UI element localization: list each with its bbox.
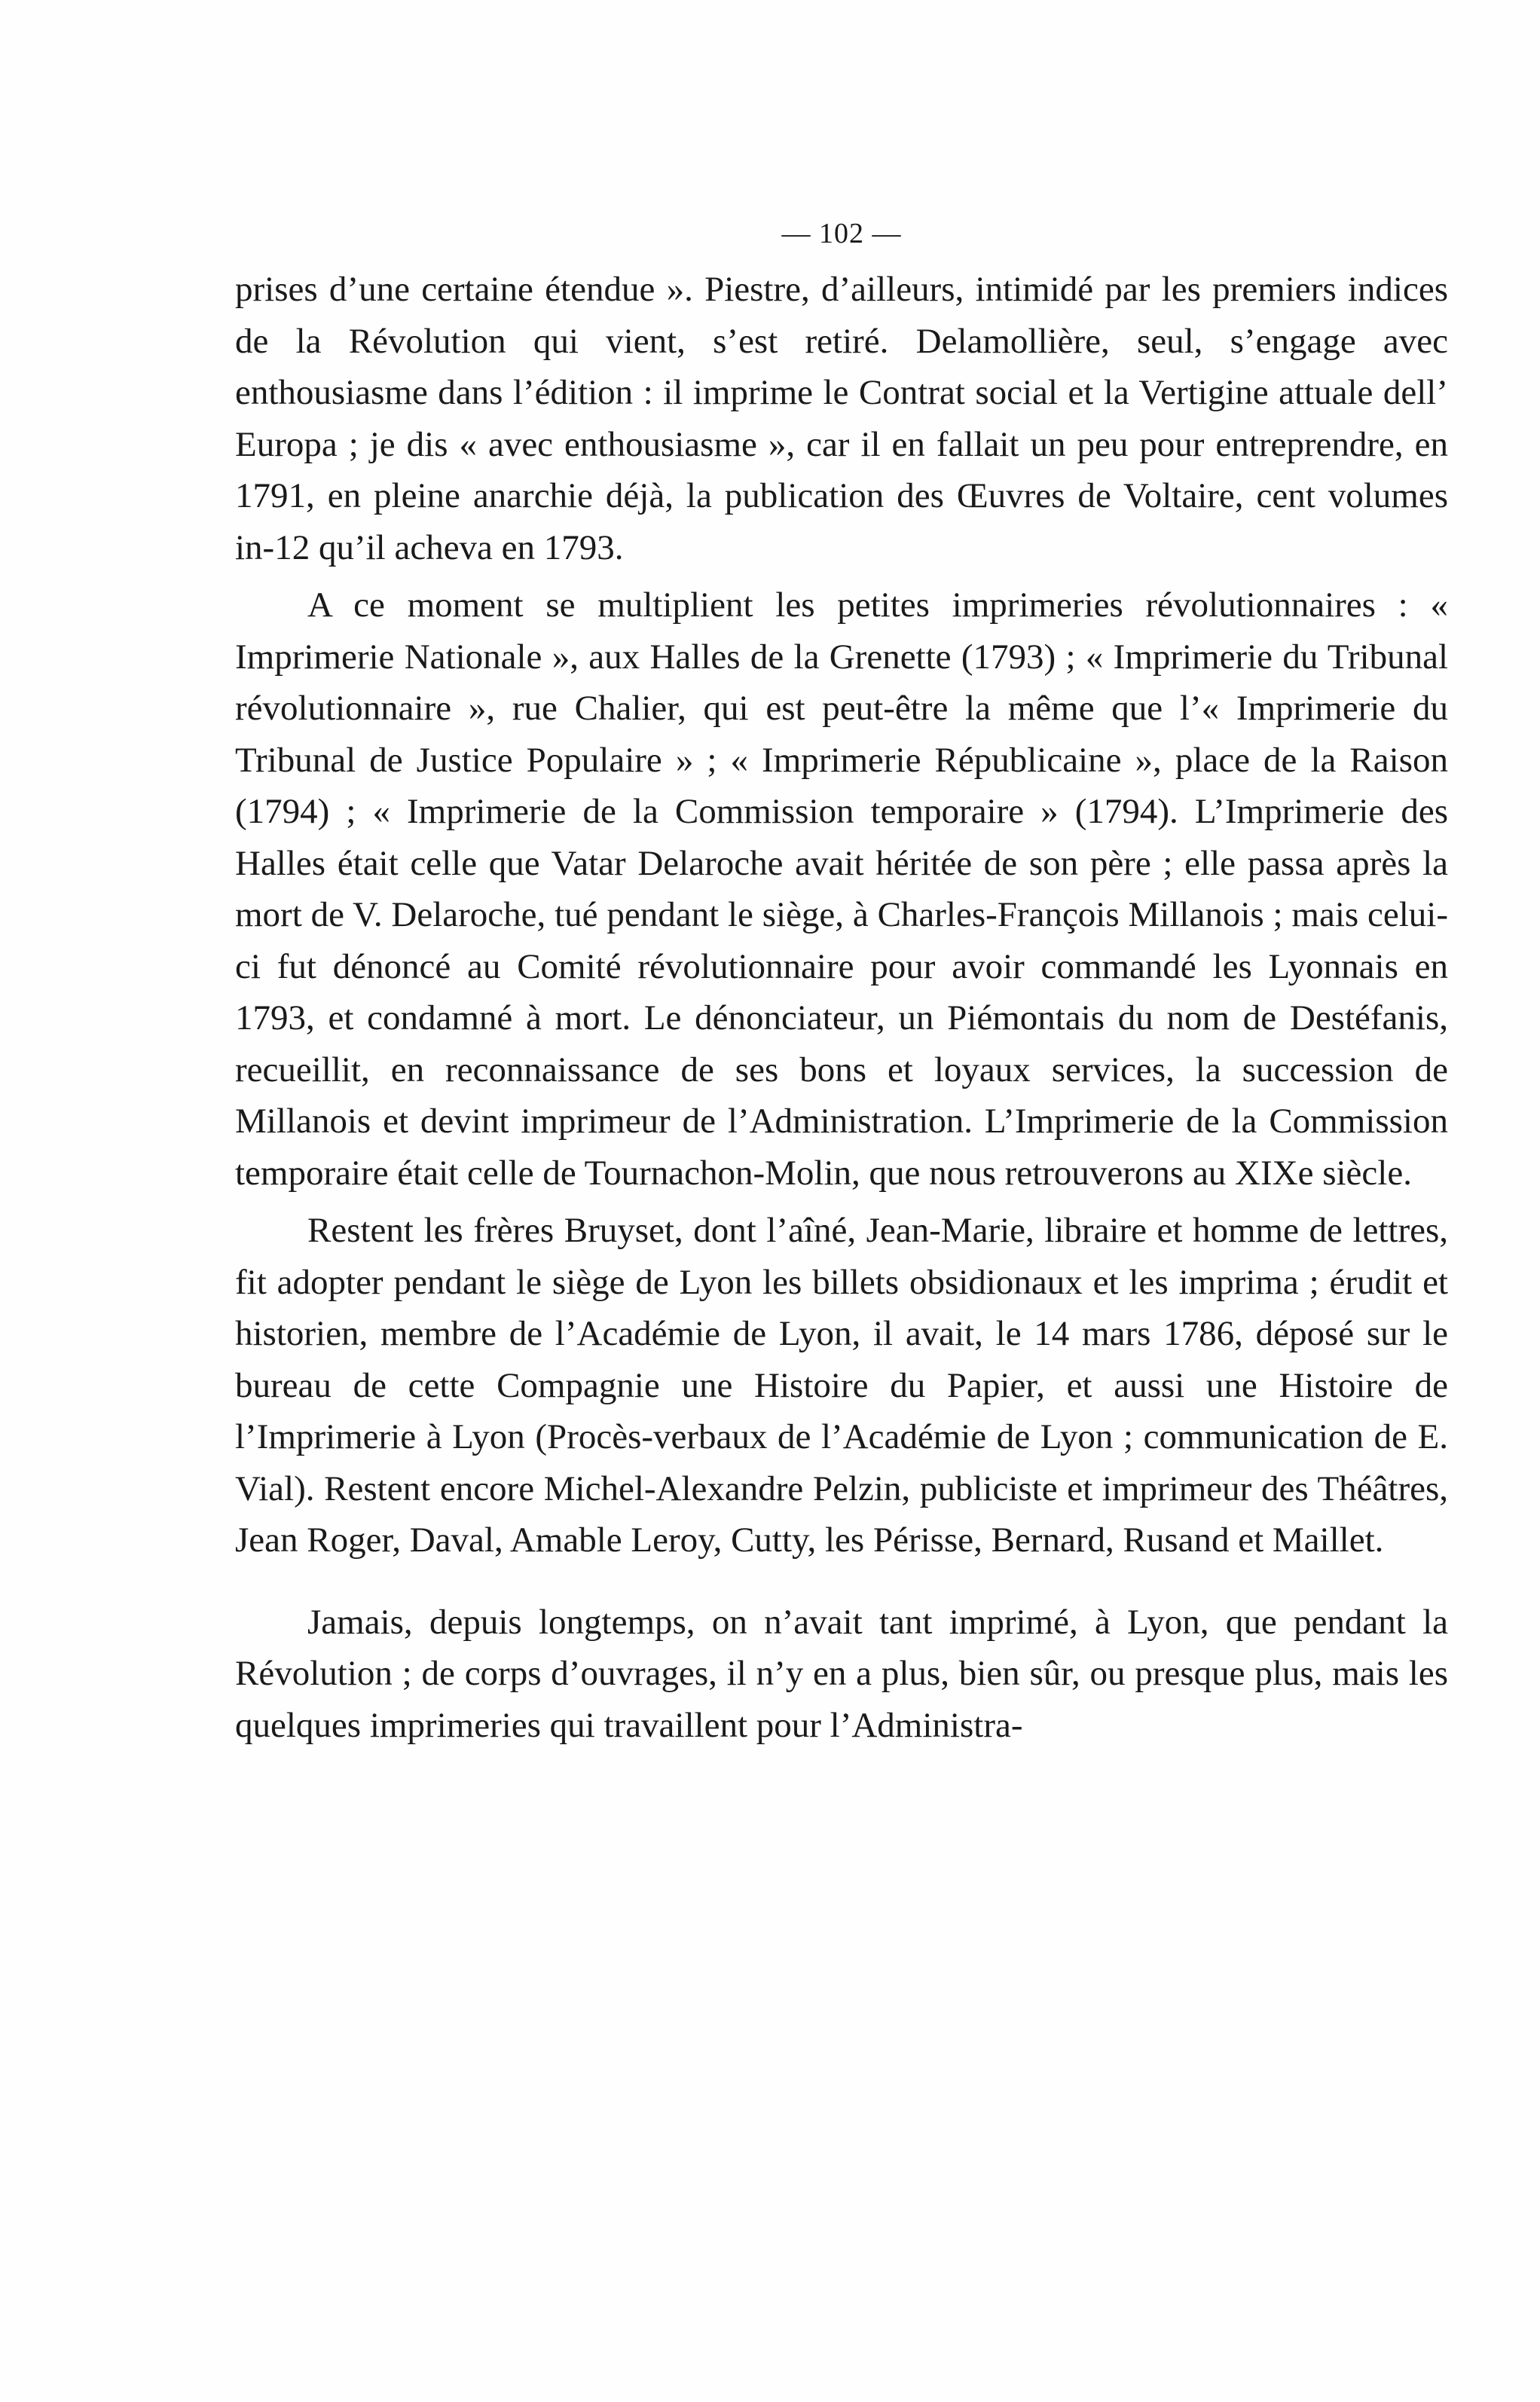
paragraph-3: Restent les frères Bruyset, dont l’aîné, Jean-Marie, libraire et homme de lettres, fit adopter pendant le siège de Lyon les billets obsidionaux et les imprima ; érudit et historien, membre de l’Académie de Lyon, il avait, le 14 mars 1786, déposé sur le bureau de cette Compagnie une Histoire du Papier, et aussi une Histoire de l’Imprimerie à Lyon (Procès-verbaux de l’Académie de Lyon ; communication de E. Vial). Restent encore Michel-Alexandre Pelzin, publiciste et imprimeur des Théâtres, Jean Roger, Daval, Amable Leroy, Cutty, les Périsse, Bernard, Rusand et Maillet. <box>235 1211 1448 1560</box>
paragraph-1: prises d’une certaine étendue ». Piestre, d’ailleurs, intimidé par les premiers indices de la Révolution qui vient, s’est retiré. Delamollière, seul, s’engage avec enthousiasme dans l’édition : il imprime le Contrat social et la Vertigine attuale dell’ Europa ; je dis « avec enthousiasme », car il en fallait un peu pour entreprendre, en 1791, en pleine anarchie déjà, la publication des Œuvres de Voltaire, cent volumes in-12 qu’il acheva en 1793. <box>235 270 1448 567</box>
paragraph-4: Jamais, depuis longtemps, on n’avait tant imprimé, à Lyon, que pendant la Révolution ; de corps d’ouvrages, il n’y en a plus, bien sûr, ou presque plus, mais les quelques imprimeries qui travaillent pour l’Administra- <box>235 1602 1448 1745</box>
paragraph-2: A ce moment se multiplient les petites imprimeries révolutionnaires : « Imprimerie Nationale », aux Halles de la Grenette (1793) ; « Imprimerie du Tribunal révolutionnaire », rue Chalier, qui est peut-être la même que l’« Imprimerie du Tribunal de Justice Populaire » ; « Imprimerie Républicaine », place de la Raison (1794) ; « Imprimerie de la Commission temporaire » (1794). L’Imprimerie des Halles était celle que Vatar Delaroche avait héritée de son père ; elle passa après la mort de V. Delaroche, tué pendant le siège, à Charles-François Millanois ; mais celui-ci fut dénoncé au Comité révolutionnaire pour avoir commandé les Lyonnais en 1793, et condamné à mort. Le dénonciateur, un Piémontais du nom de Destéfanis, recueillit, en reconnaissance de ses bons et loyaux services, la succession de Millanois et devint imprimeur de l’Administration. L’Imprimerie de la Commission temporaire était celle de Tournachon-Molin, que nous retrouverons au XIXe siècle. <box>235 585 1448 1193</box>
body-text <box>235 211 1448 1751</box>
page-number: — 102 — <box>781 218 902 249</box>
